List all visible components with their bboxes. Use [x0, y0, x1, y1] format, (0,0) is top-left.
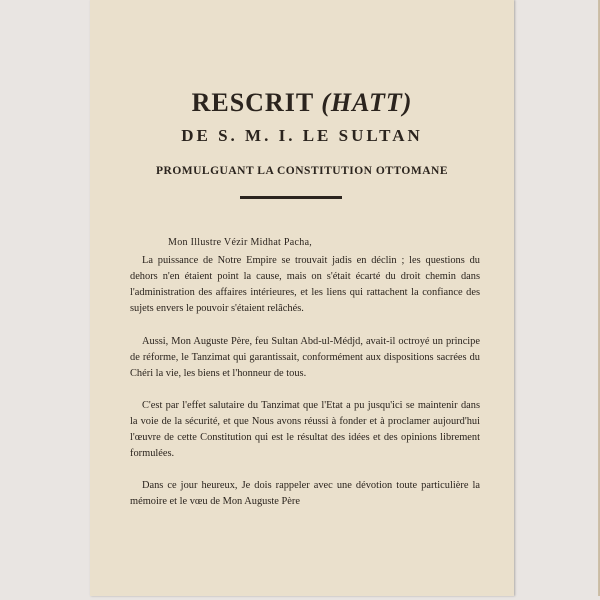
paragraph-3 — [130, 398, 480, 462]
title-paren: (HATT) — [321, 88, 413, 117]
document-subtitle: DE S. M. I. LE SULTAN — [181, 126, 423, 145]
paragraph-4 — [130, 478, 480, 510]
paragraph-2 — [130, 334, 480, 382]
title-rule — [240, 196, 342, 199]
document-page — [90, 0, 514, 596]
document-subtitle-2: PROMULGUANT LA CONSTITUTION OTTOMANE — [155, 165, 449, 177]
paragraph-1 — [130, 253, 480, 317]
title-prefix: RESCRIT — [191, 88, 322, 117]
paragraph-4-text: Dans ce jour heureux, Je dois rappeler avec une dévotion toute particulière la mémoire et le vœu de Mon Auguste Père — [130, 480, 480, 507]
paragraph-2-text: Aussi, Mon Auguste Père, feu Sultan Abd-ul-Médjd, avait-il octroyé un principe de réforme, le Tanzimat qui garantissait, conformément aux dispositions sacrées du Chéri la vie, les biens et l'honneur de tous. — [130, 336, 480, 379]
paragraph-1-text: La puissance de Notre Empire se trouvait jadis en déclin ; les questions du dehors n'en étaient point la cause, mais on s'était écarté du droit chemin dans l'administration des affaires intérieures, et les liens qui rattachent la confiance des sujets envers le pouvoir s'étaient relâchés. — [130, 255, 480, 314]
document-title — [90, 88, 514, 118]
paragraph-3-text: C'est par l'effet salutaire du Tanzimat que l'Etat a pu jusqu'ici se maintenir dans la voie de la sécurité, et que Nous avons réussi à fonder et à proclamer aujourd'hui l'œuvre de cette Constitution qui est le résultat des idées et des opinions librement formulées. — [130, 400, 480, 459]
salutation: Mon Illustre Vézir Midhat Pacha, — [168, 237, 313, 248]
